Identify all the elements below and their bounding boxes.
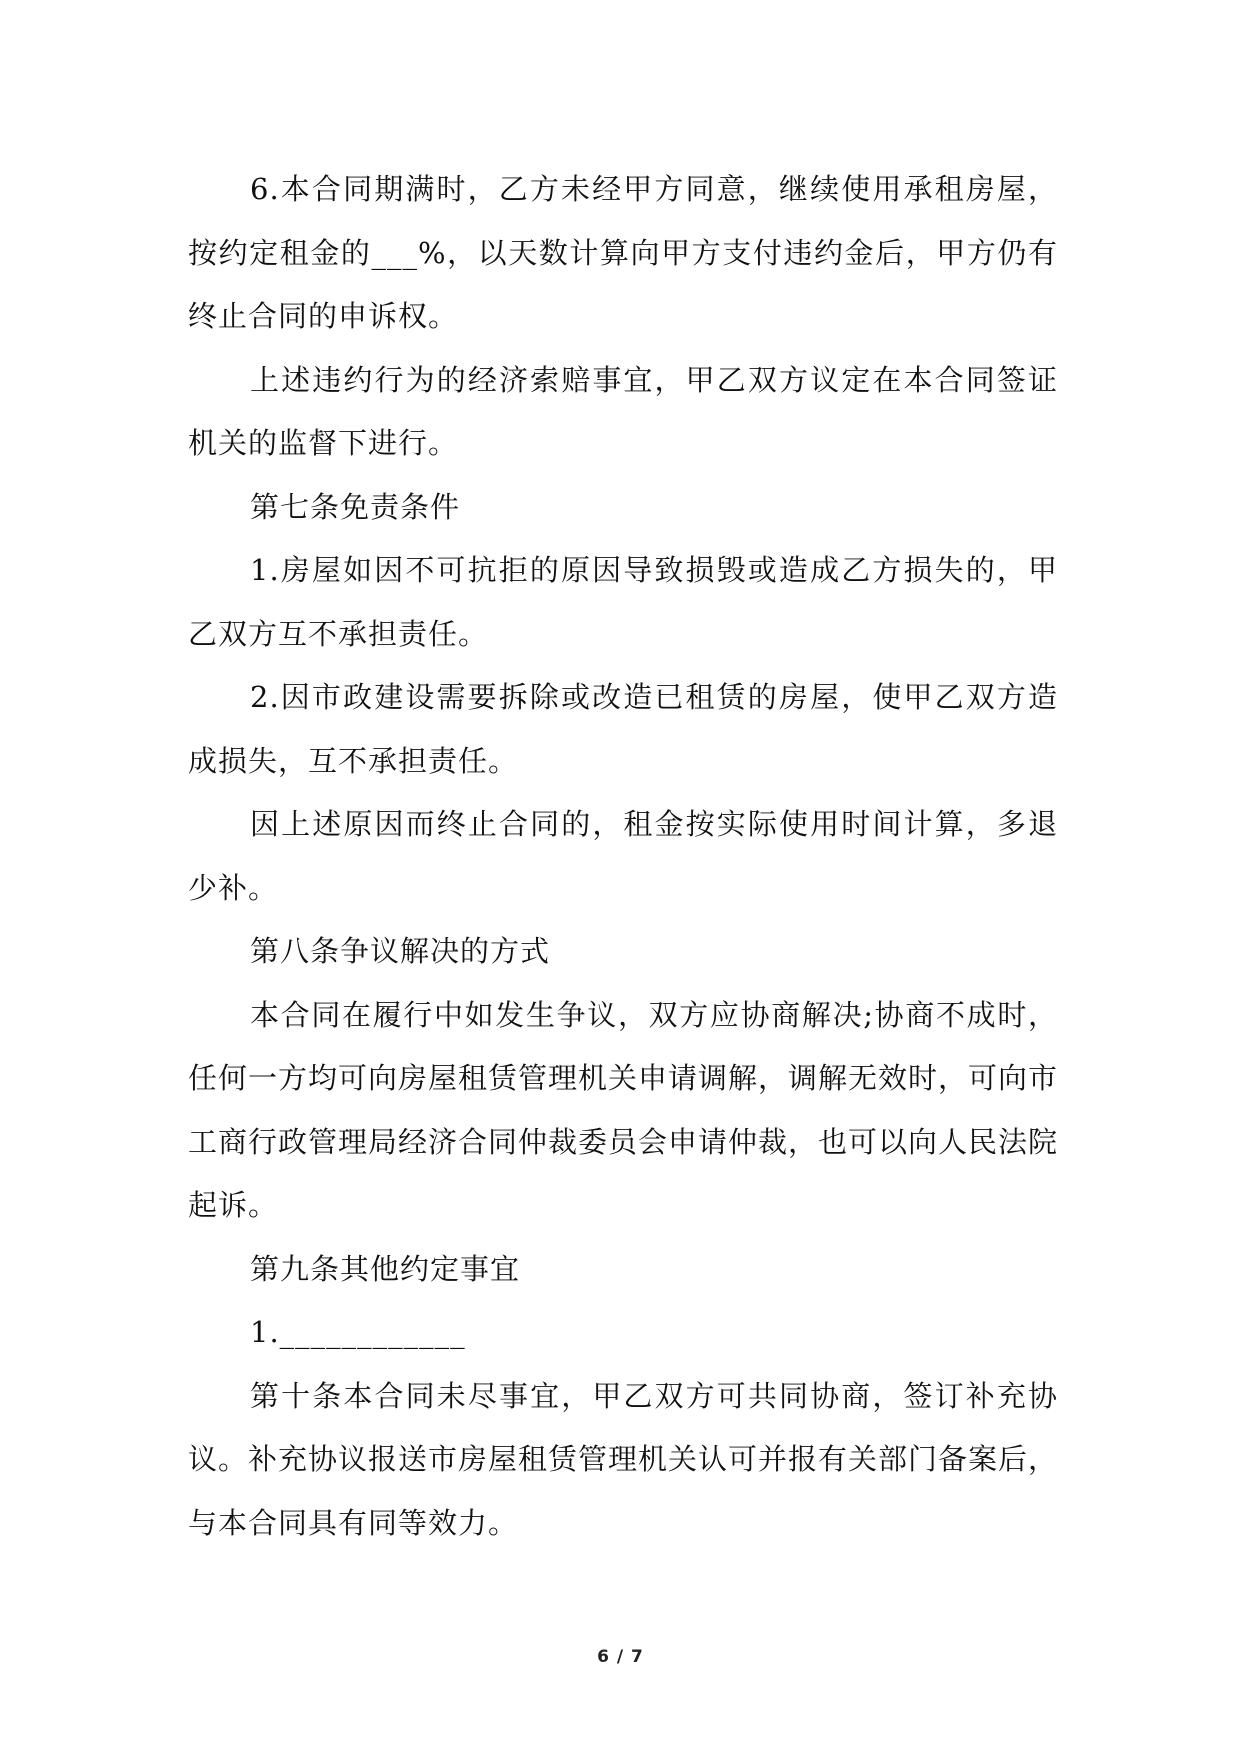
heading-article-9: 第九条其他约定事宜 — [250, 1251, 521, 1286]
heading-article-8: 第八条争议解决的方式 — [250, 934, 551, 968]
paragraph-article-10: 第十条本合同未尽事宜，甲乙双方可共同协商，签订补充协议。补充协议报送市房屋租赁管理机关认可并报有关部门备案后，与本合同具有同等效力。 — [188, 1378, 1059, 1540]
paragraph-penalty-overstay: 6.本合同期满时，乙方未经甲方同意，继续使用承租房屋，按约定租金的___%，以天数计算向甲方支付违约金后，甲方仍有终止合同的申诉权。 — [188, 172, 1058, 333]
heading-article-7: 第七条免责条件 — [250, 489, 461, 524]
paragraph-other-item-blank: 1.____________ — [250, 1315, 466, 1349]
paragraph-dispute-resolution: 本合同在履行中如发生争议，双方应协商解决;协商不成时，任何一方均可向房屋租赁管理机关申请调解，调解无效时，可向市工商行政管理局经济合同仲裁委员会申请仲裁，也可以向人民法院起诉。 — [188, 997, 1059, 1222]
paragraph-municipal-demolition: 2.因市政建设需要拆除或改造已租赁的房屋，使甲乙双方造成损失，互不承担责任。 — [188, 680, 1058, 778]
document-body — [188, 158, 1058, 1555]
paragraph-rent-settlement: 因上述原因而终止合同的，租金按实际使用时间计算，多退少补。 — [188, 807, 1058, 905]
paragraph-force-majeure: 1.房屋如因不可抗拒的原因导致损毁或造成乙方损失的，甲乙双方互不承担责任。 — [188, 553, 1058, 651]
page-number: 6 / 7 — [597, 1647, 644, 1667]
paragraph-claims-supervision: 上述违约行为的经济索赔事宜，甲乙双方议定在本合同签证机关的监督下进行。 — [188, 362, 1058, 460]
